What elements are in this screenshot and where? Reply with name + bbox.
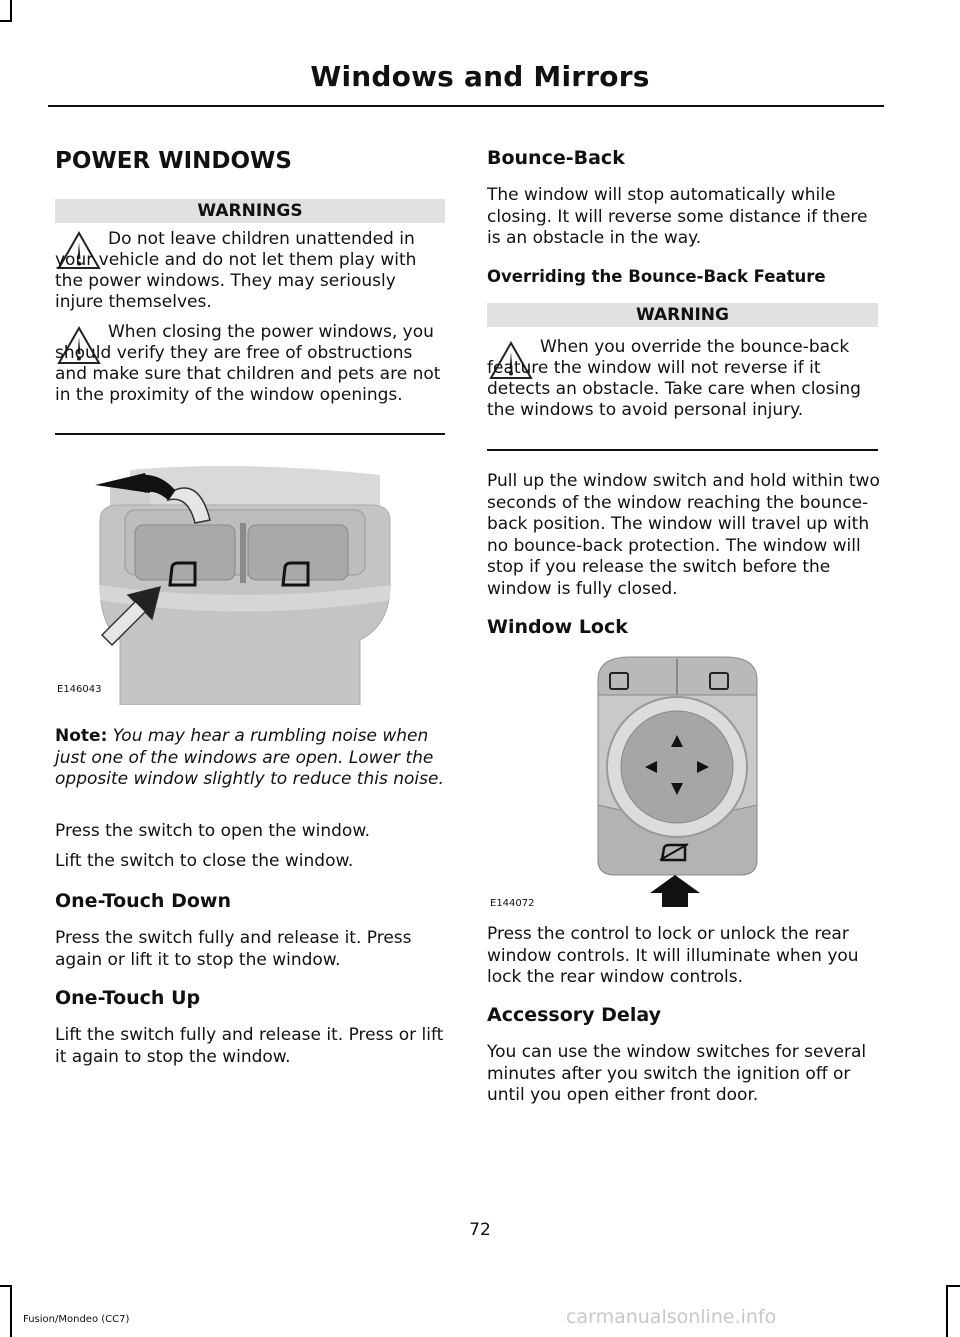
page-header-title: Windows and Mirrors	[310, 60, 650, 93]
crop-mark	[10, 1285, 12, 1337]
rear-window-switch-illustration	[90, 465, 400, 705]
footer-model: Fusion/Mondeo (CC7)	[23, 1314, 130, 1325]
warning-text-2: When closing the power windows, you should verify they are free of obstructions and make sure that children and pets are not in the proximity of the window openings.	[55, 322, 441, 405]
paragraph-one-touch-down: Press the switch fully and release it. Press again or lift it to stop the window.	[55, 928, 412, 970]
figure-label-e144072: E144072	[490, 898, 535, 909]
note-text: You may hear a rumbling noise when just one of the windows are open. Lower the opposite window slightly to reduce this noise.	[55, 726, 444, 789]
window-lock-control-illustration	[590, 655, 765, 910]
heading-one-touch-up: One-Touch Up	[55, 987, 201, 1009]
heading-accessory-delay: Accessory Delay	[487, 1004, 661, 1026]
warning-text-1: Do not leave children unattended in your vehicle and do not let them play with the power windows. They may seriously injure themselves.	[55, 229, 417, 312]
crop-mark	[0, 1285, 12, 1287]
heading-bounce-back: Bounce-Back	[487, 147, 625, 169]
heading-override-bounce-back: Overriding the Bounce-Back Feature	[487, 267, 826, 286]
warning-end-rule	[487, 449, 878, 451]
section-heading-power-windows: POWER WINDOWS	[55, 148, 292, 174]
warnings-title-bar: WARNINGS	[55, 199, 445, 223]
warning-end-rule	[55, 433, 445, 435]
paragraph-override: Pull up the window switch and hold within two seconds of the window reaching the bounce-back position. The window will travel up with no bounce-back protection. The window will stop if you release the switch before the window is fully closed.	[487, 471, 880, 599]
paragraph-one-touch-up: Lift the switch fully and release it. Press or lift it again to stop the window.	[55, 1025, 444, 1067]
crop-mark	[0, 20, 12, 22]
paragraph-open: Press the switch to open the window.	[55, 821, 371, 841]
crop-mark	[946, 1285, 960, 1287]
paragraph-window-lock: Press the control to lock or unlock the rear window controls. It will illuminate when you lock the rear window controls.	[487, 924, 859, 987]
watermark: carmanualsonline.info	[566, 1306, 777, 1328]
paragraph-accessory-delay: You can use the window switches for several minutes after you switch the ignition off or until you open either front door.	[487, 1042, 867, 1105]
paragraph-bounce-back: The window will stop automatically while closing. It will reverse some distance if there is an obstacle in the way.	[487, 185, 868, 248]
heading-window-lock: Window Lock	[487, 616, 628, 638]
heading-one-touch-down: One-Touch Down	[55, 890, 231, 912]
crop-mark	[946, 1285, 948, 1337]
note-paragraph	[55, 726, 450, 791]
header-rule	[48, 105, 884, 107]
paragraph-close: Lift the switch to close the window.	[55, 851, 354, 871]
warning-title-bar: WARNING	[487, 303, 878, 327]
page-number: 72	[469, 1220, 491, 1240]
note-label: Note:	[55, 726, 108, 746]
figure-label-e146043: E146043	[57, 684, 102, 695]
warning-text-override: When you override the bounce-back feature the window will not reverse if it detects an obstacle. Take care when closing the windows to avoid personal injury.	[487, 337, 861, 420]
crop-mark	[10, 0, 12, 22]
